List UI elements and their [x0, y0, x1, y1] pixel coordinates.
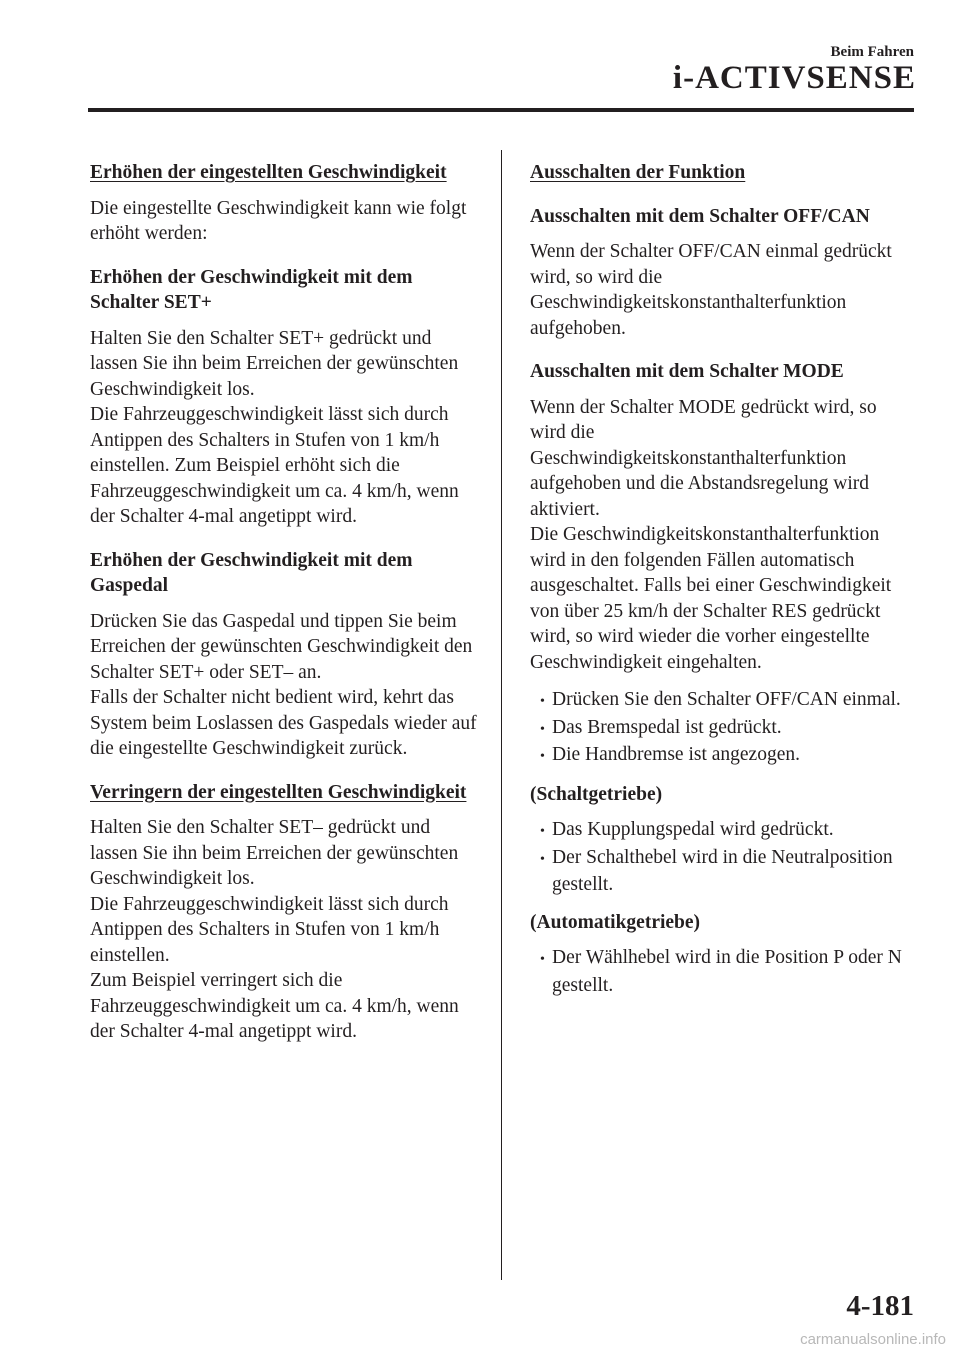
subheading-accelerator: Erhöhen der Geschwindigkeit mit dem Gaspedal: [90, 549, 413, 596]
label-automatic-transmission: (Automatikgetriebe): [530, 911, 701, 933]
heading-increase-speed: Erhöhen der eingestellten Geschwindigkeit: [90, 162, 447, 183]
label-manual-transmission: (Schaltgetriebe): [530, 783, 663, 805]
paragraph: Drücken Sie das Gaspedal und tippen Sie beim Erreichen der gewünschten Geschwindigkeit den Schalter SET+ oder SET– an. Falls der Schalter nicht bedient wird, kehrt das System beim Loslassen des Gaspedals wieder auf die eingestellte Geschwindigkeit zurück.: [90, 610, 477, 759]
heading-decrease-speed: Verringern der eingestellten Geschwindigkeit: [90, 781, 467, 803]
list-item: • Der Wählhebel wird in die Position P oder N gestellt.: [530, 945, 910, 998]
list-item: • Drücken Sie den Schalter OFF/CAN einmal.: [530, 687, 910, 715]
paragraph: Wenn der Schalter MODE gedrückt wird, so wird die Geschwindigkeitskonstanthalterfunktion aufgehoben und die Abstandsregelung wird aktiviert. Die Geschwindigkeitskonstanthalterfunktion wird in den folgenden Fällen automatisch ausgeschaltet. Falls bei einer Geschwindigkeit von über 25 km/h der Schalter RES gedrückt wird, so wird wieder die vorher eingestellte Geschwindigkeit eingehalten.: [530, 396, 892, 673]
list-item: • Das Bremspedal ist gedrückt.: [530, 715, 910, 743]
list-item: • Das Kupplungspedal wird gedrückt.: [530, 817, 910, 845]
subheading-mode: Ausschalten mit dem Schalter MODE: [530, 361, 844, 382]
watermark: carmanualsonline.info: [800, 1331, 946, 1348]
header-title: i-ACTIVSENSE: [672, 60, 916, 96]
heading-switch-off: Ausschalten der Funktion: [530, 162, 746, 183]
paragraph: Die eingestellte Geschwindigkeit kann wie folgt erhöht werden:: [90, 197, 467, 244]
subheading-off-can: Ausschalten mit dem Schalter OFF/CAN: [530, 205, 870, 227]
list-item: • Die Handbremse ist angezogen.: [530, 742, 910, 770]
left-column: [90, 160, 482, 1057]
page-number: 4-181: [846, 1290, 914, 1322]
list-item: • Der Schalthebel wird in die Neutralposition gestellt.: [530, 845, 910, 898]
column-divider: [501, 150, 502, 1280]
paragraph: Halten Sie den Schalter SET– gedrückt und lassen Sie ihn beim Erreichen der gewünschten Geschwindigkeit los. Die Fahrzeuggeschwindigkeit lässt sich durch Antippen des Schalters in Stufen von 1 km/h einstellen. Zum Beispiel verringert sich die Fahrzeuggeschwindigkeit um ca. 4 km/h, wenn der Schalter 4-mal angetippt wird.: [90, 817, 459, 1042]
header-section: Beim Fahren: [830, 44, 914, 60]
bullet-list: [530, 945, 910, 998]
bullet-list: [530, 687, 910, 770]
header-rule: [88, 108, 914, 112]
right-column: [530, 160, 910, 1010]
bullet-list: [530, 817, 910, 898]
paragraph: Halten Sie den Schalter SET+ gedrückt und lassen Sie ihn beim Erreichen der gewünschten Geschwindigkeit los. Die Fahrzeuggeschwindigkeit lässt sich durch Antippen des Schalters in Stufen von 1 km/h einstellen. Zum Beispiel erhöht sich die Fahrzeuggeschwindigkeit um ca. 4 km/h, wenn der Schalter 4-mal angetippt wird.: [90, 327, 459, 527]
paragraph: Wenn der Schalter OFF/CAN einmal gedrückt wird, so wird die Geschwindigkeitskonstanthalterfunktion aufgehoben.: [530, 241, 892, 339]
subheading-set-plus: Erhöhen der Geschwindigkeit mit dem Schalter SET+: [90, 266, 413, 313]
